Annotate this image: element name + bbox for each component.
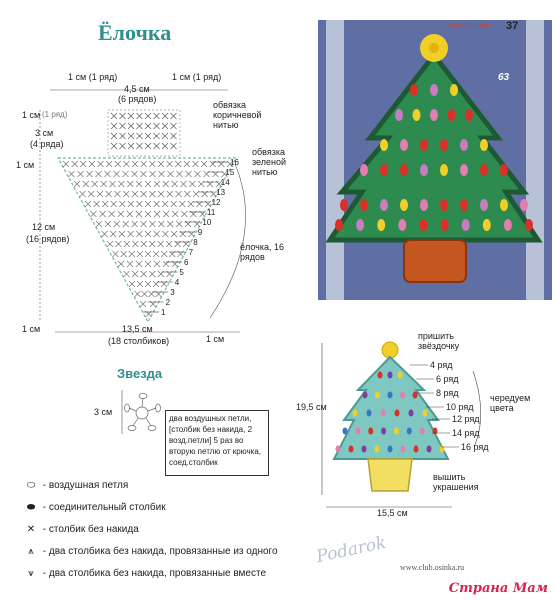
scheme-row-label: 4 ряд <box>430 360 453 370</box>
watermark: Страна Мам <box>448 581 548 596</box>
source-url: www.club.osinka.ru <box>400 563 465 572</box>
alternate-colors-label: чередуем цвета <box>490 393 531 413</box>
legend-text: - два столбика без накида, провязанные вместе <box>40 568 267 579</box>
top-width-label: 4,5 см <box>124 84 150 94</box>
scheme-row-label: 10 ряд <box>446 402 474 412</box>
top-right-label: 1 см (1 ряд) <box>172 72 222 82</box>
row-number: 10 <box>202 218 212 227</box>
left-1row: (1 ряд) <box>42 110 68 119</box>
legend-text: - столбик без накида <box>40 524 139 535</box>
photo-badge: 63 <box>498 72 510 83</box>
row-number: 2 <box>165 298 171 307</box>
scheme-height: 19,5 см <box>296 402 327 412</box>
pin-star-label: пришить звёздочку <box>418 331 460 351</box>
row-number: 1 <box>161 308 166 317</box>
row-number: 5 <box>179 268 184 277</box>
row-number: 14 <box>220 178 230 187</box>
single-crochet-icon: ✕ <box>26 524 36 535</box>
legend-text: - воздушная петля <box>40 480 129 491</box>
bottom-right-label: 1 см <box>206 334 225 344</box>
row-number: 6 <box>184 258 189 267</box>
signature: Podarok <box>314 532 388 568</box>
slip-stitch-icon: ⬬ <box>26 502 36 513</box>
left-1cm-top: 1 см <box>22 110 41 120</box>
tree-photo <box>318 20 552 300</box>
legend-item <box>22 568 266 579</box>
bottom-stitches-label: (18 столбиков) <box>108 336 170 346</box>
embroider-label: вышить украшения <box>433 472 479 492</box>
row-number: 13 <box>216 188 226 197</box>
legend-text: - соединительный столбик <box>40 502 166 513</box>
scheme-row-label: 6 ряд <box>436 374 459 384</box>
row-number: 4 <box>174 278 180 287</box>
legend-item <box>22 546 278 557</box>
page-title: Ёлочка <box>98 20 172 45</box>
trunk-block <box>108 110 180 156</box>
left-16rows: (16 рядов) <box>26 234 70 244</box>
left-1cm-bottom: 1 см <box>22 324 41 334</box>
top-left-label: 1 см (1 ряд) <box>68 72 118 82</box>
row-number: 16 <box>230 158 239 167</box>
bottom-width-label: 13,5 см <box>122 324 153 334</box>
legend-item <box>22 480 128 491</box>
row-number: 8 <box>193 238 198 247</box>
scheme-width: 15,5 см <box>377 508 408 518</box>
scheme-row-label: 8 ряд <box>436 388 459 398</box>
row-number: 15 <box>225 168 235 177</box>
tree-rows-label: ёлочка, 16 рядов <box>240 242 285 262</box>
scheme-row-label: 14 ряд <box>452 428 480 438</box>
top-rows-label: (6 рядов) <box>118 94 157 104</box>
row-number: 11 <box>207 208 216 217</box>
row-number: 9 <box>197 228 203 237</box>
row-number: 3 <box>170 288 175 297</box>
row-number: 12 <box>211 198 221 207</box>
scheme-row-label: 16 ряд <box>461 442 489 452</box>
legend-text: - два столбика без накида, провязанные из одного <box>40 546 278 557</box>
left-3cm: 3 см <box>35 128 54 138</box>
page-number: 37 <box>506 20 519 32</box>
left-4rows: (4 ряда) <box>30 139 64 149</box>
left-1cm-mid: 1 см <box>16 160 35 170</box>
star-title: Звезда <box>117 366 163 381</box>
brown-edging-label: обвязка коричневой нитью <box>213 100 262 130</box>
chain-stitch-icon: ⬭ <box>26 480 36 491</box>
scheme-row-label: 12 ряд <box>452 414 480 424</box>
photo-header: how to make <box>450 22 490 29</box>
green-edging-label: обвязка зеленой нитью <box>252 147 286 177</box>
star-size-label: 3 см <box>94 407 113 417</box>
left-12cm: 12 см <box>32 222 56 232</box>
legend-item <box>22 502 166 513</box>
decrease-icon: ⩛ <box>28 568 34 579</box>
star-instructions: два воздушных петли, [столбик без накида, 2 возд.петли] 5 раз во вторую петлю от крючка, соед.столбик <box>165 410 269 476</box>
row-number: 7 <box>188 248 194 257</box>
increase-icon: ⩚ <box>28 546 34 557</box>
star-diagram <box>118 388 164 438</box>
legend-item <box>22 524 139 535</box>
